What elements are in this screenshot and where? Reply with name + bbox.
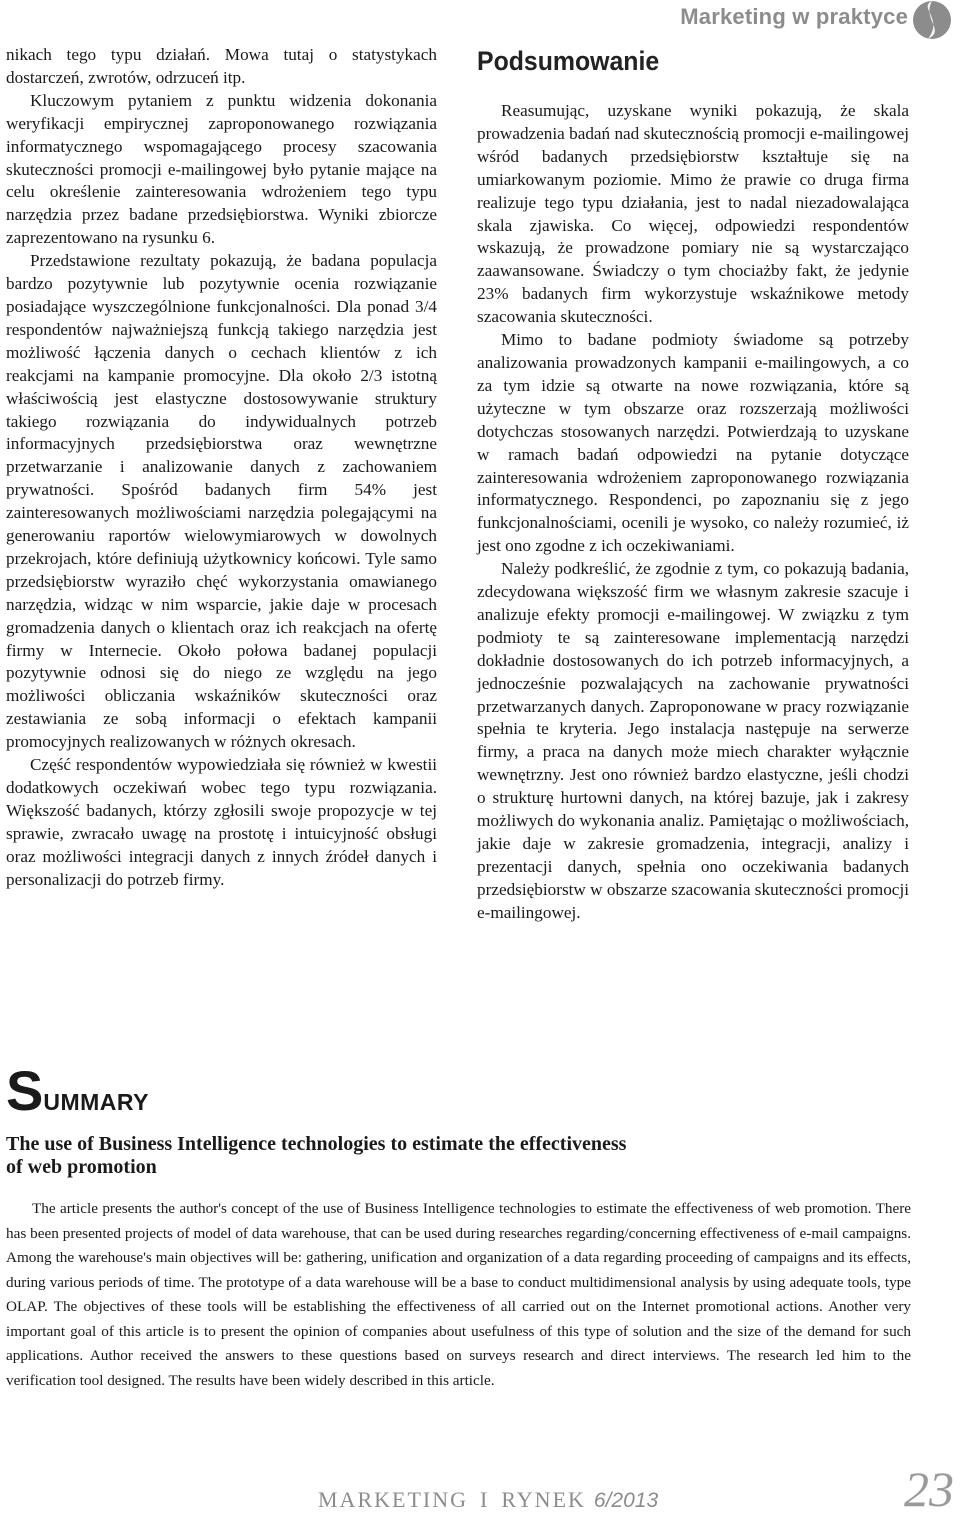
paragraph: Przedstawione rezultaty pokazują, że badana populacja bardzo pozytywnie lub pozytywnie ocenia rozwiązanie posiadające wyszczególnione funkcjonalności. Dla ponad 3/4 respondentów najważniejszą funkcją takiego narzędzia jest możliwość łączenia danych o cechach klientów z ich reakcjami na kampanie promocyjne. Dla około 2/3 istotną właściwością jest elastyczne dostosowywanie struktury takiego rozwiązania do indywidualnych potrzeb informacyjnych przedsiębiorstwa oraz wewnętrzne przetwarzanie i analizowanie danych z zachowaniem prywatności. Spośród badanych firm 54% jest zainteresowanych możliwościami narzędzia polegającymi na generowaniu raportów wielowymiarowych w dowolnych przekrojach, które definiują użytkownicy końcowi. Tyle samo przedsiębiorstw wyraziło chęć wykorzystania omawianego narzędzia, widząc w nim wsparcie, jakie daje w procesach gromadzenia danych o klientach oraz ich reakcjach na ofertę firmy w Internecie. Około połowa badanej populacji pozytywnie odnosi się do niego ze względu na jego możliwości obliczania wskaźników skuteczności oraz zestawiania ze sobą informacji o efektach kampanii promocyjnych realizowanych w różnych okresach. xyxy=(6,251,437,752)
right-column xyxy=(477,44,909,925)
paragraph: Mimo to badane podmioty świadome są potrzeby analizowania prowadzonych kampanii e-mailingowych, a co za tym idzie są otwarte na nowe rozwiązania, które są użyteczne w tym obszarze oraz rozszerzają możliwości dotychczas stosowanych narzędzi. Potwierdzają to uzyskane w ramach badań odpowiedzi na pytanie dotyczące zainteresowania wdrożeniem zaproponowanego rozwiązania informatycznego. Respondenci, po zapoznaniu się z jego funkcjonalnościami, ocenili je wysoko, co należy rozumieć, iż jest ono zgodne z ich oczekiwaniami. xyxy=(477,330,909,556)
journal-name xyxy=(318,1487,658,1513)
summary-heading-initial: S xyxy=(6,1059,44,1122)
page-number: 23 xyxy=(904,1461,954,1517)
page-footer xyxy=(0,1461,960,1521)
journal-name-part1: MARKETING xyxy=(318,1487,468,1512)
summary-body: The article presents the author's concept of the use of Business Intelligence technologies to estimate the effectiveness of web promotion. There has been presented projects of model of data warehouse, that can be used during researches regarding/concerning effectiveness of e-mail campaigns. Among the warehouse's main objectives will be: gathering, unification and organization of a data regarding proceeding of campaigns and its effects, during various periods of time. The prototype of a data warehouse will be a base to conduct multidimensional analysis by using adequate tools, type OLAP. The objectives of these tools will be establishing the effectiveness of all carried out on the Internet promotional actions. Another very important goal of this article is to present the opinion of companies about usefulness of this type of solution and the size of the demand for such applications. Author received the answers to these questions based on surveys research and direct interviews. The research led him to the verification tool designed. The results have been widely described in this article. xyxy=(6,1200,911,1389)
journal-issue: 6/2013 xyxy=(593,1489,659,1512)
s-swirl-logo-icon xyxy=(912,0,952,40)
paragraph: Kluczowym pytaniem z punktu widzenia dokonania weryfikacji empirycznej zaproponowanego rozwiązania informatycznego wspomagającego procesy szacowania skuteczności promocji e-mailingowej było pytanie mające na celu określenie zainteresowania wdrożeniem tego typu narzędzia przez badane przedsiębiorstwa. Wyniki zbiorcze zaprezentowano na rysunku 6. xyxy=(6,90,437,248)
paragraph: Reasumując, uzyskane wyniki pokazują, że skala prowadzenia badań nad skutecznością promocji e-mailingowej wśród badanych przedsiębiorstw kształtuje się na umiarkowanym poziomie. Mimo że prawie co druga firma realizuje tego typu działania, jest to nadal niezadowalająca skala zjawiska. Co więcej, odpowiedzi respondentów wskazują, że prowadzone pomiary nie są wystarczająco zaawansowane. Świadczy o tym chociażby fakt, że jedynie 23% badanych firm wykorzystuje wskaźnikowe metody szacowania skuteczności. xyxy=(477,101,909,327)
summary-title-line2: of web promotion xyxy=(6,1156,157,1178)
summary-heading-rest: UMMARY xyxy=(43,1089,149,1115)
section-heading: Podsumowanie xyxy=(477,46,660,76)
summary-heading xyxy=(6,1059,149,1122)
summary-title xyxy=(6,1133,906,1179)
paragraph: Należy podkreślić, że zgodnie z tym, co pokazują badania, zdecydowana większość firm we własnym zakresie szacuje i analizuje efekty promocji e-mailingowej. W związku z tym podmioty te są zainteresowane implementacją narzędzi dokładnie dostosowanych do ich potrzeb informacyjnych, a jednocześnie pozwalających na zachowanie prywatności przetwarzanych danych. Zaproponowane w pracy rozwiązanie spełnia te kryteria. Jego instalacja następuje na serwerze firmy, a praca na danych może miech charakter wyłącznie wewnętrzny. Jest ono również bardzo elastyczne, jeśli chodzi o strukturę hurtowni danych, na której bazuje, jak i zakresy możliwych do wykonania analiz. Pamiętając o możliwościach, jakie daje w zakresie gromadzenia, integracji, analizy i prezentacji danych, spełnia ono oczekiwania badanych przedsiębiorstw w obszarze szacowania skuteczności promocji e-mailingowej. xyxy=(477,559,909,922)
section-title: Marketing w praktyce xyxy=(680,4,908,29)
summary-title-line1: The use of Business Intelligence technologies to estimate the effectiveness xyxy=(6,1133,627,1155)
journal-name-part2: RYNEK xyxy=(501,1487,586,1512)
journal-name-separator: I xyxy=(480,1487,490,1512)
paragraph: nikach tego typu działań. Mowa tutaj o statystykach dostarczeń, zwrotów, odrzuceń itp. xyxy=(6,45,437,87)
paragraph: Część respondentów wypowiedziała się również w kwestii dodatkowych oczekiwań wobec tego typu rozwiązania. Większość badanych, którzy zgłosili swoje propozycje w tej sprawie, zwracało uwagę na prostotę i intuicyjność obsługi oraz możliwości integracji danych z innych źródeł danych i personalizacji do potrzeb firmy. xyxy=(6,755,437,889)
left-column xyxy=(6,44,437,892)
page-header xyxy=(540,0,960,40)
